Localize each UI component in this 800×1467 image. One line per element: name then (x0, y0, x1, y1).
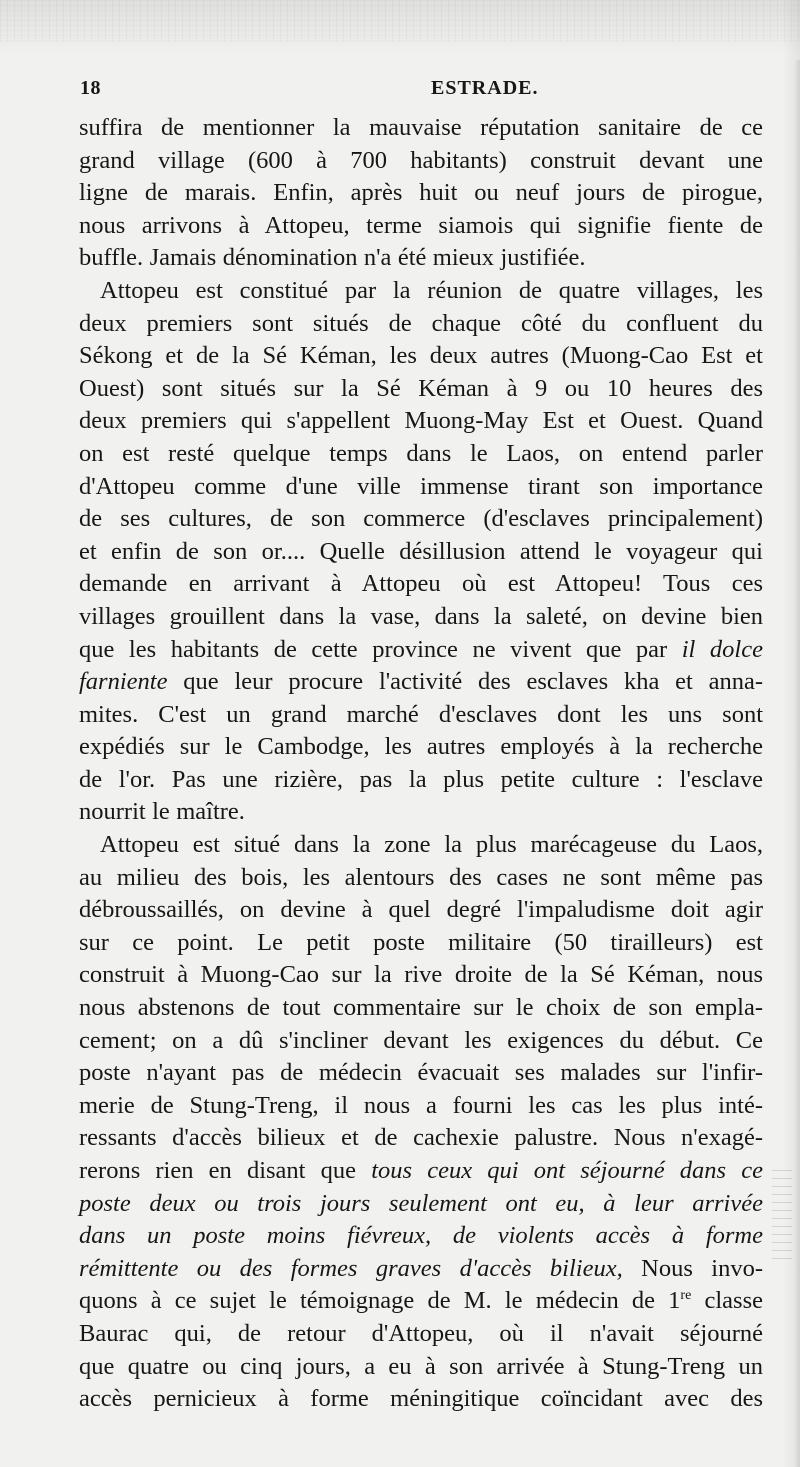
text-line: grand village (600 à 700 habitants) construit devant une (79, 146, 763, 174)
text-line: on est resté quelque temps dans le Laos, on entend parler (79, 439, 763, 467)
text-line: villages grouillent dans la vase, dans la saleté, on devine bien (79, 602, 763, 630)
text-line (79, 666, 763, 699)
text-run: que les habitants de cette province ne vivent que par (79, 635, 668, 663)
text-line: mites. C'est un grand marché d'esclaves dont les uns sont (79, 700, 763, 728)
text-line: débroussaillés, on devine à quel degré l'impaludisme doit agir (79, 896, 763, 924)
text-line: nous arrivons à Attopeu, terme siamois qui signifie fiente de (79, 211, 763, 239)
text-line: ligne de marais. Enfin, après huit ou neuf jours de pirogue, (79, 179, 763, 207)
italic-text: rémittente ou des formes graves d'accès bilieux, (79, 1254, 623, 1282)
page-edge-shadow (794, 60, 800, 1467)
text-line: sur ce point. Le petit poste militaire (50 tirailleurs) est (79, 928, 763, 956)
text-line: au milieu des bois, les alentours des cases ne sont même pas (79, 863, 763, 891)
text-line: cement; on a dû s'incliner devant les exigences du début. Ce (79, 1026, 763, 1054)
text-line: de ses cultures, de son commerce (d'esclaves principalement) (79, 505, 763, 533)
text-line: poste n'ayant pas de médecin évacuait ses malades sur l'infir- (79, 1059, 763, 1087)
italic-text-line: dans un poste moins fiévreux, de violents accès à forme (79, 1222, 763, 1250)
text-line: Ouest) sont situés sur la Sé Kéman à 9 ou 10 heures des (79, 374, 763, 402)
page-header (80, 77, 760, 109)
text-line: ressants d'accès bilieux et de cachexie palustre. Nous n'exagé- (79, 1124, 763, 1152)
text-line: Sékong et de la Sé Kéman, les deux autres (Muong-Cao Est et (79, 342, 763, 370)
italic-text: farniente (79, 668, 168, 696)
text-run: Nous invo- (622, 1254, 763, 1282)
italic-text: tous ceux qui ont séjourné dans ce (371, 1157, 763, 1184)
text-line: construit à Muong-Cao sur la rive droite de la Sé Kéman, nous (79, 961, 763, 989)
superscript: re (680, 1288, 692, 1304)
text-line (79, 1155, 763, 1188)
text-run: classe (691, 1287, 763, 1315)
italic-text-line: poste deux ou trois jours seulement ont eu, à leur arrivée (79, 1189, 763, 1217)
text-line: merie de Stung-Treng, il nous a fourni les cas les plus inté- (79, 1091, 763, 1119)
text-line (79, 1253, 763, 1286)
text-line: suffira de mentionner la mauvaise réputation sanitaire de ce (79, 114, 763, 141)
text-line (79, 1285, 763, 1318)
text-line: et enfin de son or.... Quelle désillusion attend le voyageur qui (79, 537, 763, 565)
italic-text: il dolce (681, 635, 763, 663)
text-line (79, 634, 763, 667)
text-run: que leur procure l'activité des esclaves kha et anna- (167, 668, 763, 696)
text-line: expédiés sur le Cambodge, les autres employés à la recherche (79, 733, 763, 761)
text-line: Attopeu est constitué par la réunion de quatre villages, les (100, 276, 763, 304)
text-line: que quatre ou cinq jours, a eu à son arrivée à Stung-Treng un (79, 1352, 763, 1380)
text-line: nourrit le maître. (79, 798, 245, 826)
text-line: deux premiers sont situés de chaque côté du confluent du (79, 309, 763, 337)
running-head: ESTRADE. (431, 77, 539, 99)
text-line: Baurac qui, de retour d'Attopeu, où il n'avait séjourné (79, 1319, 763, 1347)
text-line: buffle. Jamais dénomination n'a été mieux justifiée. (79, 244, 586, 272)
text-line: demande en arrivant à Attopeu où est Attopeu! Tous ces (79, 570, 763, 598)
page-number: 18 (80, 77, 101, 99)
scan-artifact (772, 1170, 792, 1260)
text-line: nous abstenons de tout commentaire sur le choix de son empla- (79, 994, 763, 1022)
scan-noise (0, 0, 800, 42)
text-line: Attopeu est situé dans la zone la plus marécageuse du Laos, (100, 831, 763, 859)
text-run: rerons rien en disant que (79, 1157, 357, 1184)
text-line: de l'or. Pas une rizière, pas la plus petite culture : l'esclave (79, 765, 763, 793)
text-run: quons à ce sujet le témoignage de M. le médecin de 1 (79, 1287, 681, 1315)
body-text (79, 112, 763, 1416)
text-line: accès pernicieux à forme méningitique coïncidant avec des (79, 1385, 763, 1413)
text-line: deux premiers qui s'appellent Muong-May Est et Ouest. Quand (79, 407, 763, 435)
text-line: d'Attopeu comme d'une ville immense tirant son importance (79, 472, 763, 500)
